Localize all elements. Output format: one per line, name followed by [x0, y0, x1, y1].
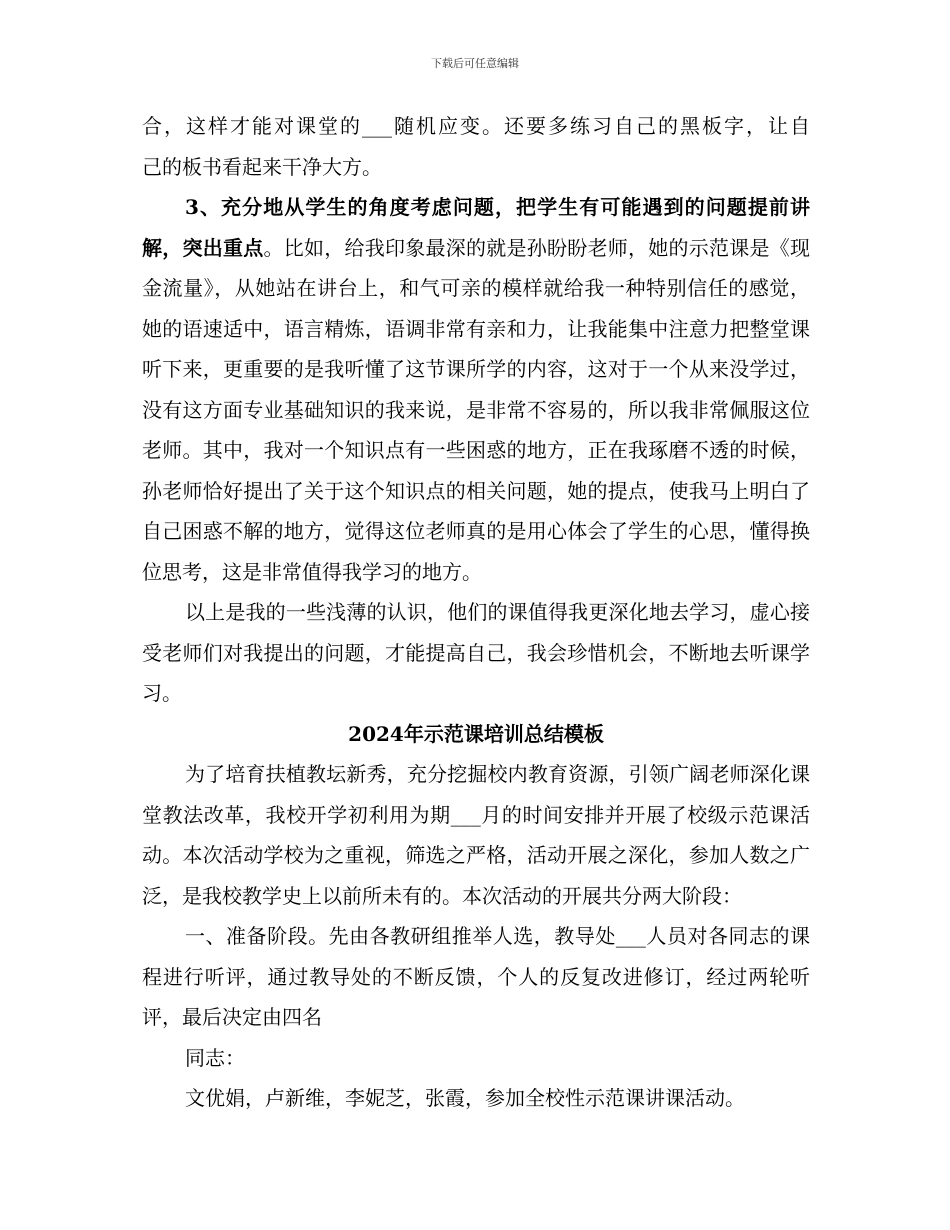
paragraph-7: 文优娟，卢新维，李妮芝，张霞，参加全校性示范课讲课活动。	[185, 1086, 745, 1110]
paragraph-2-bold-lead: 3、充分地从学生的角度考虑问题，把学生有可能遇到的问题提前讲解，突出重点	[142, 195, 810, 260]
paragraph-1	[142, 106, 810, 187]
paragraph-2	[142, 187, 810, 592]
page-header-note: 下载后可任意编辑	[431, 57, 519, 70]
paragraph-3: 以上是我的一些浅薄的认识，他们的课值得我更深化地去学习，虚心接受老师们对我提出的问题，才能提高自己，我会珍惜机会，不断地去听课学习。	[142, 600, 810, 705]
paragraph-1-line-2: 己的板书看起来干净大方。	[142, 154, 382, 179]
section-title: 2024年示范课培训总结模板	[348, 721, 604, 746]
paragraph-5: 一、准备阶段。先由各教研组推举人选，教导处___人员对各同志的课程进行听评，通过教导处的不断反馈，个人的反复改进修订，经过两轮听评，最后决定由四名	[142, 924, 810, 1029]
document-body	[142, 106, 810, 1119]
paragraph-2-text: 。比如，给我印象最深的就是孙盼盼老师，她的示范课是《现金流量》，从她站在讲台上，和气可亲的模样就给我一种特别信任的感觉，她的语速适中，语言精炼，语调非常有亲和力，让我能集中注意力把整堂课听下来，更重要的是我听懂了这节课所学的内容，这对于一个从来没学过，没有这方面专业基础知识的我来说，是非常不容易的，所以我非常佩服这位老师。其中，我对一个知识点有一些困惑的地方，正在我琢磨不透的时候，孙老师恰好提出了关于这个知识点的相关问题，她的提点，使我马上明白了自己困惑不解的地方，觉得这位老师真的是用心体会了学生的心思，懂得换位思考，这是非常值得我学习的地方。	[142, 235, 810, 584]
paragraph-6: 同志：	[185, 1045, 245, 1070]
paragraph-4: 为了培育扶植教坛新秀，充分挖掘校内教育资源，引领广阔老师深化课堂教法改革，我校开学初利用为期___月的时间安排并开展了校级示范课活动。本次活动学校为之重视，筛选之严格，活动开展之深化，参加人数之广泛，是我校教学史上以前所未有的。本次活动的开展共分两大阶段：	[142, 762, 810, 908]
paragraph-1-line-1: 合，这样才能对课堂的___随机应变。还要多练习自己的黑板字，让自	[142, 114, 810, 138]
